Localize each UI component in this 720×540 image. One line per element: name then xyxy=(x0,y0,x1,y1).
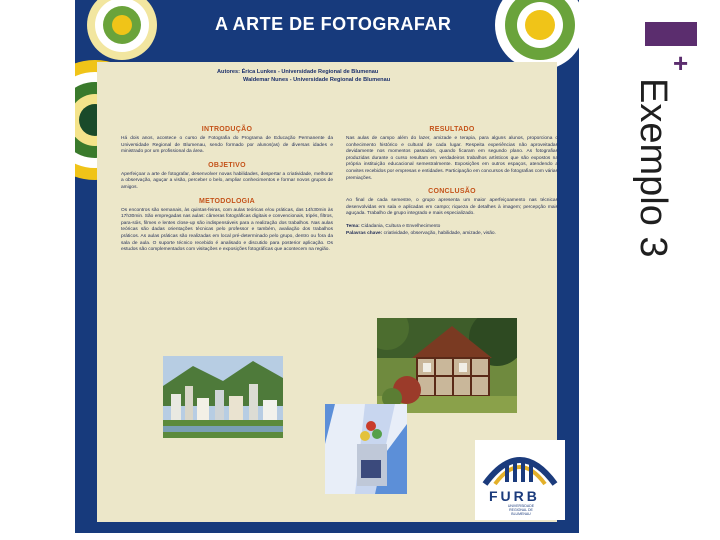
furb-logo xyxy=(475,440,565,520)
right-column xyxy=(346,124,558,243)
tema-value: Cidadania, Cultura e Envelhecimento xyxy=(361,223,441,229)
keywords-label: Palavras chave: xyxy=(346,230,383,236)
poster-title: A ARTE DE FOTOGRAFAR xyxy=(215,14,452,34)
section-text-objetivo: Aperfeiçoar a arte de fotografar, desenvolver novas habilidades, despertar a criatividade, melhorar a observação, aguçar a visão, perceber o belo, ampliar conhecimentos e formar novos grupos de amigos. xyxy=(121,171,333,190)
tema-line xyxy=(346,224,558,237)
section-text-conclusao: Ao final de cada semestre, o grupo apresenta um maior aperfeiçoamento nas técnicas desenvolvidas em sala e aplicadas em campo; riqueza de detalhes à imagem; percepção mais aguçada. Trabalho de grupo integrado e mais especializado. xyxy=(346,198,558,217)
slide-label: Exemplo 3 xyxy=(632,78,674,258)
church-photo xyxy=(325,404,407,494)
section-heading-resultado: RESULTADO xyxy=(429,126,475,133)
left-column xyxy=(121,124,333,260)
tema-label: Tema: xyxy=(346,223,360,229)
keywords-value: criatividade, observação, habilidade, amizade, visão. xyxy=(383,230,496,236)
house-photo xyxy=(377,318,517,413)
section-heading-objetivo: OBJETIVO xyxy=(208,161,246,169)
authors-block xyxy=(217,68,390,84)
section-heading-introducao: INTRODUÇÃO xyxy=(201,126,253,133)
section-text-resultado: Nas aulas de campo além do lazer, amizade e terapia, para alguns alunos, proporciona o conhecimento histórico e cultural de cada lugar. Respeita experiências não aproveitadas devidamente nos momentos passados, quando ficaram em segundo plano. As fotografias produzidas durante o curso resultam em verdadeiros trabalhos artísticos que são expostos na própria instituição educacional semestralmente. Exposições em outros espaços, atendendo a convites recebidos por empresas e entidades. Participação em concursos de fotografias com várias premiações. xyxy=(346,136,558,181)
accent-box xyxy=(645,22,697,46)
furb-logo-subtitle: UNIVERSIDADE REGIONAL DE BLUMENAU xyxy=(507,504,535,516)
authors-label: Autores: xyxy=(217,69,240,75)
section-text-metodologia: Os encontros são semanais, às quintas-feiras, com aulas teóricas e/ou práticas, das 14h30min às 17h30min. São empregadas nas aulas: câmeras fotográficas digitais e convencionais, tripés, filtros, para-sóis, filmes e lentes close-up são indispensáveis para a realização dos trabalhos. Nas aulas teóricas são dadas orientações técnicas pelo professor e também, avaliação dos trabalhos práticos. As aulas práticas são realizadas em local pré-determinado pelo grupo, dentro ou fora da sala de aula. O suporte técnico recebido é analisado e discutido para posterior aplicação. Os estudos são complementados com visitações e exposições fotográficas que acontecem na região. xyxy=(121,207,333,253)
city-photo xyxy=(163,356,283,438)
section-heading-conclusao: CONCLUSÃO xyxy=(428,188,476,196)
furb-logo-mark xyxy=(475,440,565,488)
plus-icon: + xyxy=(673,48,689,78)
section-text-introducao: Há dois anos, acontece o curso de Fotografia do Programa de Educação Permanente da Universidade Regional de Blumenau, sendo formado por alunos(as) de diversas idades e ministrado por um profissional da área. xyxy=(121,136,333,155)
furb-logo-text: FURB xyxy=(489,488,540,504)
author-1: Érica Lunkes - Universidade Regional de Blumenau xyxy=(241,69,379,75)
section-heading-metodologia: METODOLOGIA xyxy=(198,197,256,205)
poster xyxy=(75,0,579,533)
author-2: Waldemar Nunes - Universidade Regional de Blumenau xyxy=(243,77,391,83)
